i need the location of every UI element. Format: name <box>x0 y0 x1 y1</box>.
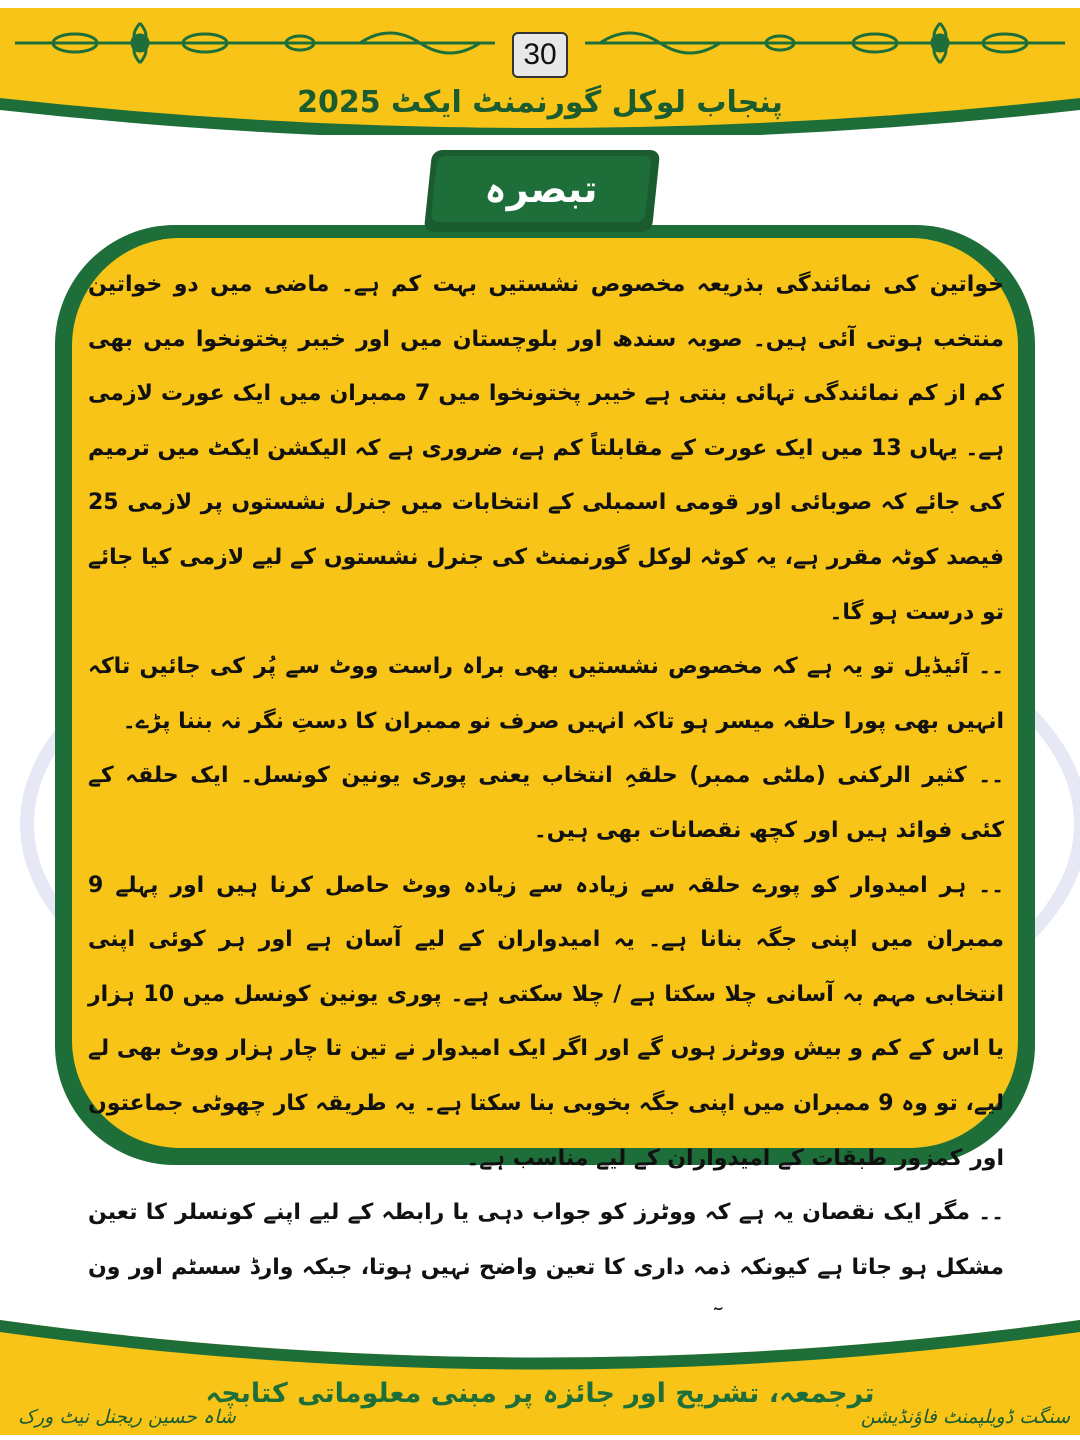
left-ornament-icon <box>15 23 495 63</box>
page-number: 30 <box>512 32 568 78</box>
paragraph: خواتین کی نمائندگی بذریعہ مخصوص نشستیں بہت کم ہے۔ ماضی میں دو خواتین منتخب ہوتی آئی ہیں۔ صوبہ سندھ اور بلوچستان میں اور خیبر پختونخوا میں بھی کم از کم نمائندگی تہائی بنتی ہے خیبر پختونخوا میں 7 ممبران میں ایک عورت لازمی ہے۔ یہاں 13 میں ایک عورت کے مقابلتاً کم ہے، ضروری ہے کہ الیکشن ایکٹ میں ترمیم کی جائے کہ صوبائی اور قومی اسمبلی کے انتخابات میں جنرل نشستوں پر لازمی 25 فیصد کوٹہ مقرر ہے، یہ کوٹہ لوکل گورنمنٹ کی جنرل نشستوں کے لیے لازمی کیا جائے تو درست ہو گا۔ <box>88 272 1004 625</box>
paragraph: ۔۔ مگر ایک نقصان یہ ہے کہ ووٹرز کو جواب دہی یا رابطہ کے لیے اپنے کونسلر کا تعین مشکل ہو جاتا ہے کیونکہ ذمہ داری کا تعین واضح نہیں ہوتا، جبکہ وارڈ سسٹم اور ون <box>88 1200 1004 1280</box>
paragraph: ۔۔ آئیڈیل تو یہ ہے کہ مخصوص نشستیں بھی براہ راست ووٹ سے پُر کی جائیں تاکہ انہیں بھی پورا حلقہ میسر ہو تاکہ انہیں صرف نو ممبران کا دستِ نگر نہ بننا پڑے۔ <box>88 654 1004 734</box>
footer-left-credit: شاہ حسین ریجنل نیٹ ورک <box>18 1406 236 1428</box>
footer-right-credit: سنگت ڈویلپمنٹ فاؤنڈیشن <box>860 1406 1070 1428</box>
body-text <box>88 258 1004 1404</box>
footer-tagline: ترجمعہ، تشریح اور جائزہ پر مبنی معلوماتی کتابچہ <box>205 1378 875 1409</box>
footer-decoration <box>0 1310 1080 1380</box>
right-ornament-icon <box>585 23 1065 63</box>
paragraph: ۔۔ کثیر الرکنی (ملٹی ممبر) حلقہِ انتخاب یعنی پوری یونین کونسل۔ ایک حلقہ کے کئی فوائد ہیں اور کچھ نقصانات بھی ہیں۔ <box>88 763 1004 843</box>
paragraph: ۔۔ ہر امیدوار کو پورے حلقہ سے زیادہ سے زیادہ ووٹ حاصل کرنا ہیں اور پہلے 9 ممبران میں اپنی جگہ بنانا ہے۔ یہ امیدواران کے لیے آسان ہے اور ہر کوئی اپنی انتخابی مہم بہ آسانی چلا سکتا ہے / چلا سکتی ہے۔ پوری یونین کونسل میں 10 ہزار یا اس کے کم و بیش ووٹرز ہوں گے اور اگر ایک امیدوار نے تین تا چار ہزار ووٹ بھی لے لیے، تو وہ 9 ممبران میں اپنی جگہ بخوبی بنا سکتا ہے۔ یہ طریقہ کار چھوٹی جماعتوں اور کمزور طبقات کے امیدواران کے لیے مناسب ہے۔ <box>88 872 1004 1171</box>
section-title: تبصرہ <box>484 167 598 211</box>
book-title: پنجاب لوکل گورنمنٹ ایکٹ 2025 <box>297 85 783 120</box>
